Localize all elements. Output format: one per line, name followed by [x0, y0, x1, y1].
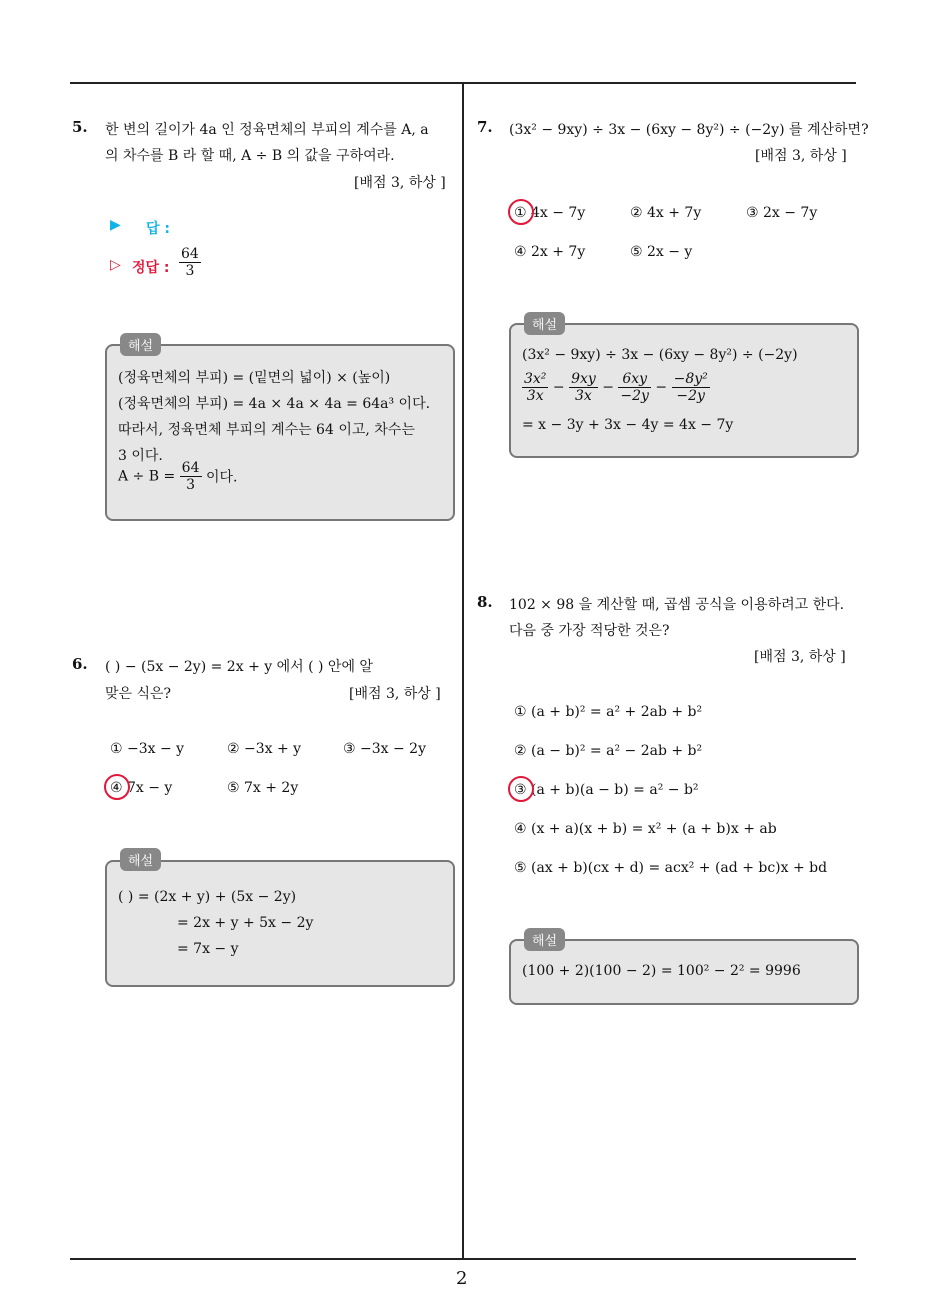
answer-circle-icon	[104, 774, 130, 800]
answer-arrow-icon: ▶	[110, 217, 121, 233]
answer-label: 답 :	[146, 221, 170, 237]
option-5[interactable]: ⑤ (ax + b)(cx + d) = acx² + (ad + bc)x + bd	[514, 860, 828, 876]
option-3[interactable]: ③ −3x − 2y	[343, 741, 426, 757]
option-5[interactable]: ⑤ 7x + 2y	[227, 780, 299, 796]
solution-line-4: 3 이다.	[118, 448, 163, 464]
question-meta: [배점 3, 하상 ]	[755, 148, 847, 164]
question-text-line-1: ( ) − (5x − 2y) = 2x + y 에서 ( ) 안에 알	[105, 659, 373, 675]
correct-label: 정답 :	[132, 260, 170, 276]
solution-tag: 해설	[120, 333, 161, 356]
option-3[interactable]: ③ 2x − 7y	[746, 205, 818, 221]
question-meta: [배점 3, 하상 ]	[754, 649, 846, 665]
bottom-rule	[70, 1258, 856, 1260]
question-number: 8.	[477, 593, 493, 611]
answer-circle-icon	[508, 199, 534, 225]
question-text-line-2: 의 차수를 B 라 할 때, A ÷ B 의 값을 구하여라.	[105, 148, 395, 164]
question-text-line-1: 한 변의 길이가 4a 인 정육면체의 부피의 계수를 A, a	[105, 122, 429, 138]
correct-arrow-icon: ▷	[110, 257, 121, 273]
solution-line-3: = 7x − y	[177, 941, 239, 957]
option-2[interactable]: ② −3x + y	[227, 741, 302, 757]
solution-tag: 해설	[524, 928, 565, 951]
option-2[interactable]: ② 4x + 7y	[630, 205, 702, 221]
question-meta: [배점 3, 하상 ]	[349, 686, 441, 702]
solution-line-3: = x − 3y + 3x − 4y = 4x − 7y	[522, 417, 734, 433]
option-4[interactable]: ④ 7x − y	[110, 780, 173, 796]
option-1[interactable]: ① 4x − 7y	[514, 205, 586, 221]
solution-line-1: ( ) = (2x + y) + (5x − 2y)	[118, 889, 297, 905]
question-number: 6.	[72, 655, 88, 673]
solution-line-2: = 2x + y + 5x − 2y	[177, 915, 314, 931]
correct-answer-fraction: $\frac{64}{3}$	[181, 246, 199, 280]
column-divider	[462, 83, 464, 1258]
question-text-line-2: 다음 중 가장 적당한 것은?	[509, 623, 670, 639]
solution-line-1: (3x² − 9xy) ÷ 3x − (6xy − 8y²) ÷ (−2y)	[522, 347, 798, 363]
solution-tag: 해설	[120, 848, 161, 871]
question-number: 5.	[72, 118, 88, 136]
question-number: 7.	[477, 118, 493, 136]
question-meta: [배점 3, 하상 ]	[354, 175, 446, 191]
solution-line-5: A ÷ B = $\frac{64}{3}$ 이다.	[118, 460, 238, 494]
option-3[interactable]: ③ (a + b)(a − b) = a² − b²	[514, 782, 699, 798]
option-1[interactable]: ① (a + b)² = a² + 2ab + b²	[514, 704, 703, 720]
option-4[interactable]: ④ (x + a)(x + b) = x² + (a + b)x + ab	[514, 821, 777, 837]
solution-line-2: $\frac{\text{3x²}}{3x}$ − $\frac{9xy}{3x}$ − $\frac{6xy}{-2y}$ − $\frac{\text{−8y²}}{-2y}$	[524, 371, 708, 405]
answer-circle-icon	[508, 776, 534, 802]
question-text-line-1: (3x² − 9xy) ÷ 3x − (6xy − 8y²) ÷ (−2y) 를 계산하면?	[509, 122, 869, 138]
option-5[interactable]: ⑤ 2x − y	[630, 244, 693, 260]
solution-line-3: 따라서, 정육면체 부피의 계수는 64 이고, 차수는	[118, 422, 415, 438]
solution-tag: 해설	[524, 312, 565, 335]
option-1[interactable]: ① −3x − y	[110, 741, 185, 757]
solution-line-2: (정육면체의 부피) = 4a × 4a × 4a = 64a³ 이다.	[118, 396, 431, 412]
solution-line-1: (100 + 2)(100 − 2) = 100² − 2² = 9996	[522, 963, 801, 979]
solution-line-1: (정육면체의 부피) = (밑면의 넓이) × (높이)	[118, 370, 391, 386]
question-text-line-2: 맞은 식은?	[105, 686, 172, 702]
option-4[interactable]: ④ 2x + 7y	[514, 244, 586, 260]
option-2[interactable]: ② (a − b)² = a² − 2ab + b²	[514, 743, 703, 759]
page-number: 2	[456, 1268, 468, 1289]
question-text-line-1: 102 × 98 을 계산할 때, 곱셈 공식을 이용하려고 한다.	[509, 597, 845, 613]
